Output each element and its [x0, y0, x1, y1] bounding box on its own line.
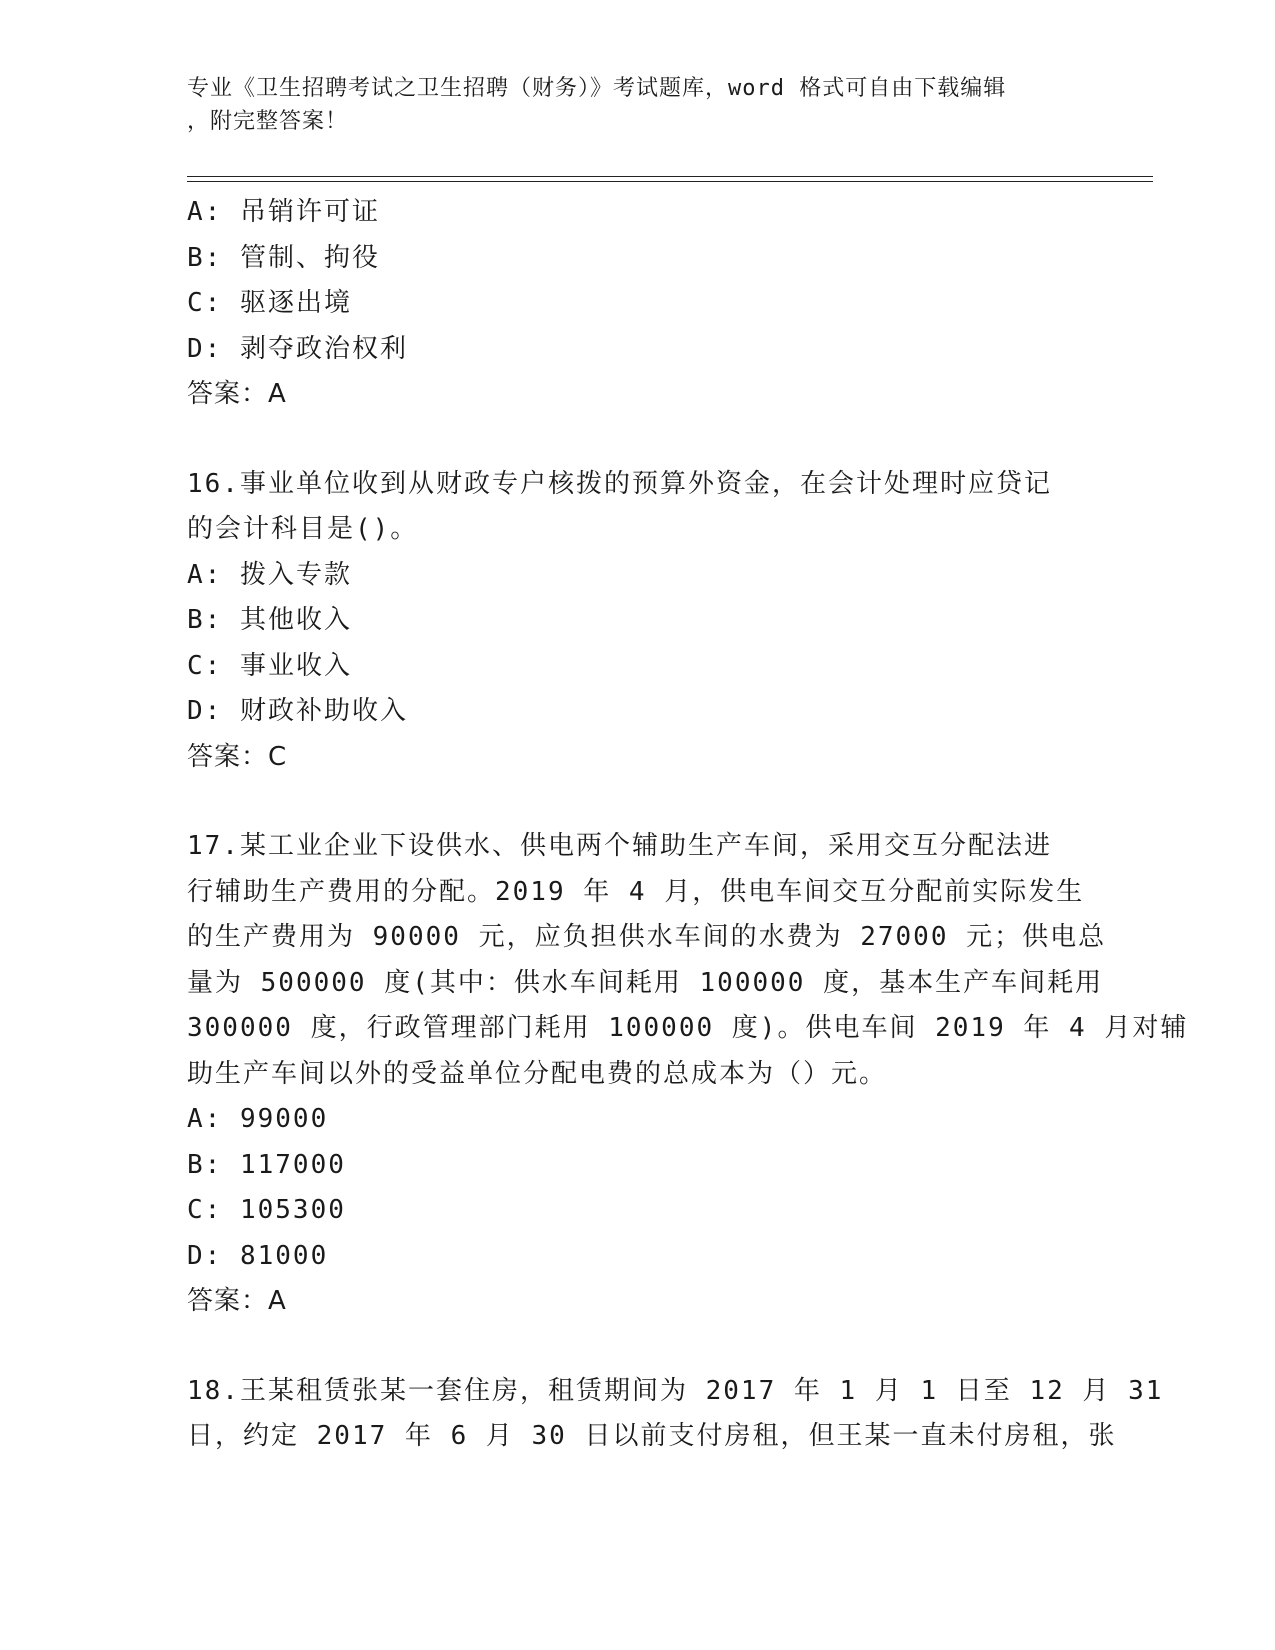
header-line-2: ，附完整答案！: [187, 109, 349, 134]
option-d: D: 剥夺政治权利: [187, 333, 408, 364]
spacer: [187, 1325, 1087, 1369]
option-c: C: 事业收入: [187, 650, 352, 681]
question-stem-line: 18.王某租赁张某一套住房，租赁期间为 2017 年 1 月 1 日至 12 月 31: [187, 1375, 1164, 1406]
header-divider-top: [187, 176, 1153, 177]
option-a: A: 拨入专款: [187, 559, 352, 590]
question-stem-line: 16.事业单位收到从财政专户核拨的预算外资金，在会计处理时应贷记: [187, 468, 1052, 499]
question-stem-line: 的生产费用为 90000 元，应负担供水车间的水费为 27000 元；供电总: [187, 922, 1107, 952]
spacer: [187, 418, 1087, 462]
question-stem-line: 的会计科目是()。: [187, 514, 419, 544]
question-stem-line: 日，约定 2017 年 6 月 30 日以前支付房租，但王某一直未付房租，张: [187, 1421, 1117, 1451]
question-stem-line: 助生产车间以外的受益单位分配电费的总成本为（）元。: [187, 1058, 888, 1089]
answer-line: 答案：C: [187, 741, 288, 772]
question-stem-line: 17.某工业企业下设供水、供电两个辅助生产车间，采用交互分配法进: [187, 831, 1052, 861]
header-line-1: 专业《卫生招聘考试之卫生招聘（财务）》考试题库，word 格式可自由下载编辑: [187, 76, 1007, 101]
answer-line: 答案：A: [187, 379, 287, 409]
option-c: C: 105300: [187, 1195, 346, 1225]
spacer: [187, 780, 1087, 824]
header-divider-bottom: [187, 181, 1153, 182]
question-16: [187, 462, 1087, 781]
option-a: A: 吊销许可证: [187, 197, 380, 227]
option-c: C: 驱逐出境: [187, 288, 352, 318]
answer-line: 答案：A: [187, 1286, 287, 1316]
option-b: B: 117000: [187, 1149, 346, 1180]
option-d: D: 81000: [187, 1240, 329, 1271]
option-b: B: 管制、拘役: [187, 242, 380, 273]
option-a: A: 99000: [187, 1104, 329, 1134]
question-17: [187, 824, 1189, 1325]
option-d: D: 财政补助收入: [187, 696, 408, 726]
option-b: B: 其他收入: [187, 605, 352, 635]
question-15: [187, 190, 1087, 418]
question-stem-line: 300000 度，行政管理部门耗用 100000 度)。供电车间 2019 年 4 月对辅: [187, 1013, 1189, 1043]
question-list: [187, 190, 1189, 1460]
question-stem-line: 行辅助生产费用的分配。2019 年 4 月，供电车间交互分配前实际发生: [187, 876, 1085, 907]
document-header: [187, 72, 1067, 138]
question-stem-line: 量为 500000 度(其中：供水车间耗用 100000 度，基本生产车间耗用: [187, 967, 1104, 998]
question-18: [187, 1369, 1164, 1460]
